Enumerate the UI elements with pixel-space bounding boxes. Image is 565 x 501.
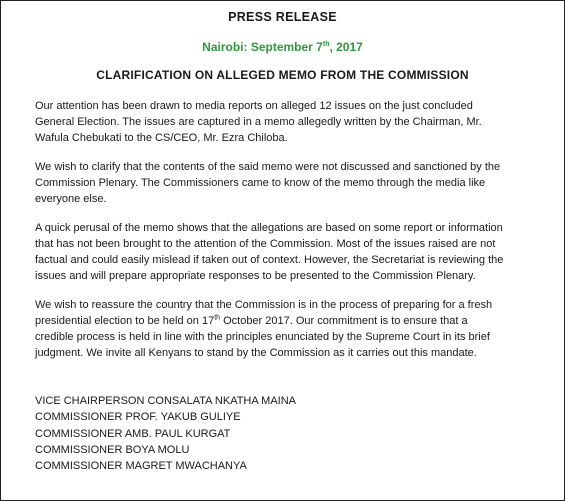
signatory: COMMISSIONER AMB. PAUL KURGAT [35,427,231,440]
paragraph-line: factual and could easily mislead if taken out of context. However, the Secretariat is reviewing the [35,254,504,266]
press-release-title: PRESS RELEASE [228,10,337,24]
paragraph-line: We wish to reassure the country that the Commission is in the process of preparing for a fresh [35,299,493,311]
dateline-ordinal: th [322,41,330,48]
paragraph-line: everyone else. [35,193,107,205]
paragraph-line-with-date [35,313,539,329]
paragraph-line: that has not been brought to the attention of the Commission. Most of the issues raised are not [35,238,496,250]
signatory: COMMISSIONER BOYA MOLU [35,443,190,456]
signatory: VICE CHAIRPERSON CONSALATA NKATHA MAINA [35,395,296,407]
paragraph-4 [35,297,539,361]
paragraph-line: We wish to clarify that the contents of the said memo were not discussed and sanctioned by the [35,161,501,173]
paragraph-2 [35,159,539,207]
paragraph-line: Commission Plenary. The Commissioners came to know of the memo through the media like [35,177,486,189]
dateline-place-date: Nairobi: September 7 [202,40,323,54]
paragraph-3 [35,220,539,284]
paragraph-line: A quick perusal of the memo shows that the allegations are based on some report or information [35,222,503,234]
paragraph-line: Our attention has been drawn to media reports on alleged 12 issues on the just concluded [35,100,473,112]
paragraph-line: judgment. We invite all Kenyans to stand by the Commission as it carries out this mandate. [35,347,477,359]
subject-heading: CLARIFICATION ON ALLEGED MEMO FROM THE COMMISSION [96,68,469,82]
election-date-pre: presidential election to be held on 17 [35,315,215,327]
election-date-post: October 2017. Our commitment is to ensure that a [220,315,468,327]
dateline [1,40,564,54]
dateline-year: , 2017 [329,40,363,54]
paragraph-1 [35,98,539,146]
paragraph-line: credible process is held in line with the principles enunciated by the Supreme Court in its brief [35,331,490,343]
paragraph-line: issues and will prepare appropriate responses to be presented to the Commission Plenary. [35,270,476,282]
paragraph-line: Wafula Chebukati to the CS/CEO, Mr. Ezra Chiloba. [35,132,288,144]
signatory: COMMISSIONER MAGRET MWACHANYA [35,460,247,473]
signatory-list [35,393,296,474]
signatory: COMMISSIONER PROF. YAKUB GULIYE [35,411,241,424]
paragraph-line: General Election. The issues are captured in a memo allegedly written by the Chairman, Mr. [35,116,482,128]
election-date-ordinal: th [214,314,221,322]
